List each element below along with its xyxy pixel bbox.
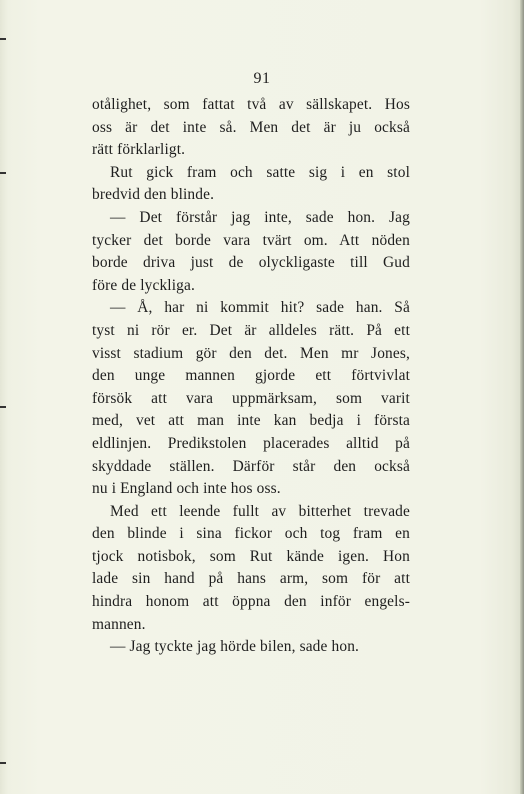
text-line: före de lyckliga.	[92, 276, 195, 294]
text-line: lade sin hand på hans arm, som för att	[92, 570, 410, 588]
text-line: visst stadium gör den det. Men mr Jones,	[92, 344, 410, 362]
text-line: Med ett leende fullt av bitterhet trevade	[110, 502, 410, 520]
text-line: nu i England och inte hos oss.	[92, 480, 281, 498]
page-edge-mark	[0, 762, 6, 764]
text-line: mannen.	[92, 615, 146, 633]
text-line: tjock notisbok, som Rut kände igen. Hon	[92, 547, 410, 565]
text-line: försök att vara uppmärksam, som varit	[92, 389, 410, 407]
page-right-edge	[520, 0, 524, 794]
text-line: — Jag tyckte jag hörde bilen, sade hon.	[110, 638, 360, 656]
page-edge-mark	[0, 38, 6, 40]
text-line: bredvid den blinde.	[92, 186, 215, 204]
text-line: skyddade ställen. Därför står den också	[92, 457, 410, 475]
text-line: hindra honom att öppna den inför engels-	[92, 593, 410, 611]
page-number: 91	[253, 70, 271, 87]
text-line: den unge mannen gjorde ett förtvivlat	[92, 367, 410, 385]
page-edge-mark	[0, 172, 6, 174]
text-line: eldlinjen. Predikstolen placerades alltid på	[92, 434, 410, 452]
text-line: — Det förstår jag inte, sade hon. Jag	[110, 208, 410, 226]
body-text	[92, 94, 410, 659]
text-line: rätt förklarligt.	[92, 141, 186, 159]
text-line: borde driva just de olyckligaste till Gud	[92, 254, 410, 272]
page-edge-mark	[0, 406, 6, 408]
text-line: oss är det inte så. Men det är ju också	[92, 118, 410, 136]
text-line: tyst ni rör er. Det är alldeles rätt. På ett	[92, 321, 410, 339]
text-line: tycker det borde vara tvärt om. Att nöden	[92, 231, 410, 249]
text-line: med, vet att man inte kan bedja i första	[92, 412, 410, 430]
text-line: den blinde i sina fickor och tog fram en	[92, 525, 410, 543]
text-line: Rut gick fram och satte sig i en stol	[110, 163, 410, 181]
text-line: — Å, har ni kommit hit? sade han. Så	[110, 299, 410, 317]
text-line: otålighet, som fattat två av sällskapet. Hos	[92, 96, 410, 113]
